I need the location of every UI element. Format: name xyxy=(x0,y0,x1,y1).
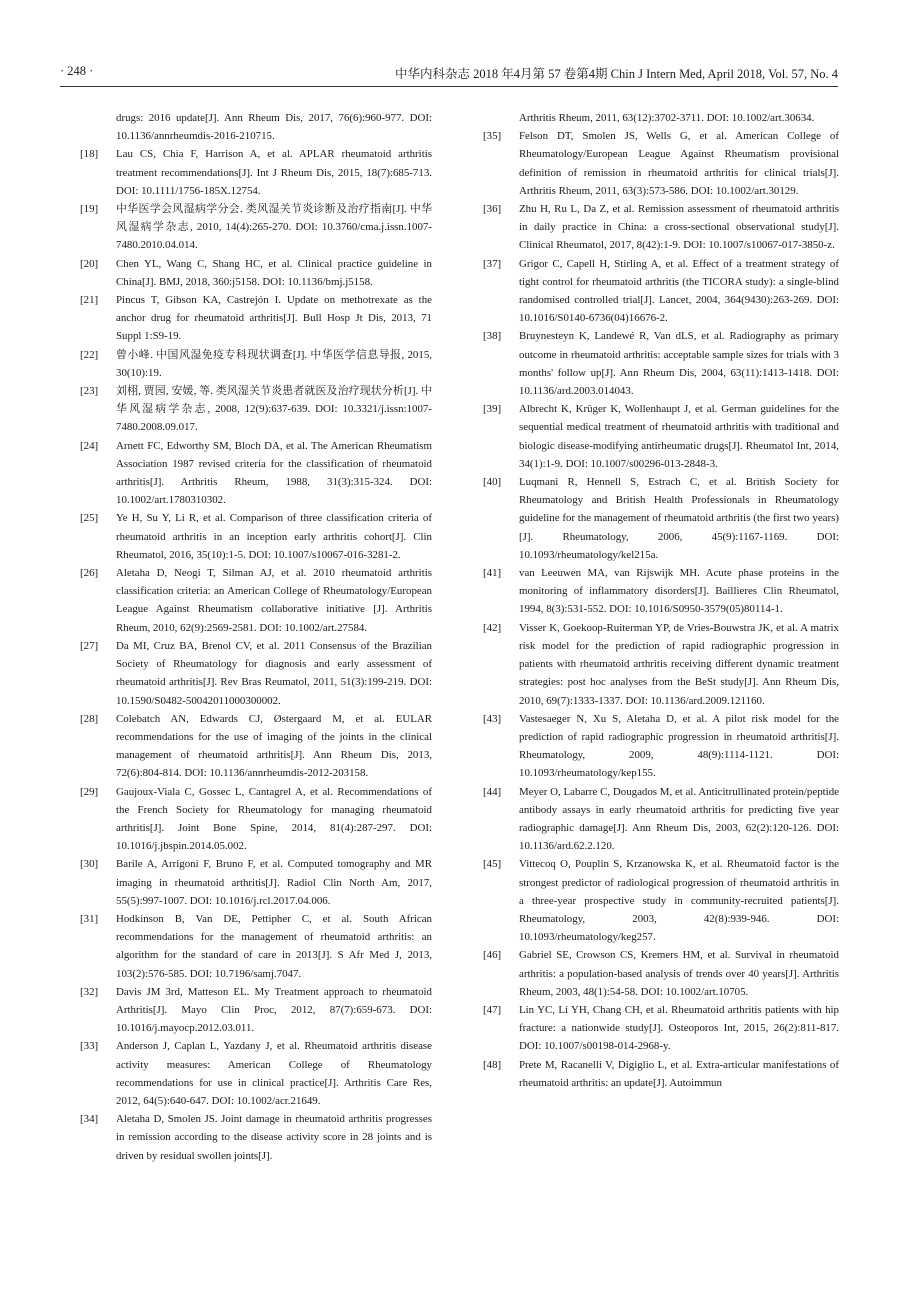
reference-number: [42] xyxy=(483,621,502,634)
reference-number: [21] xyxy=(80,294,99,307)
reference-entry xyxy=(80,200,432,255)
reference-entry xyxy=(80,783,432,856)
reference-entry xyxy=(80,109,432,145)
reference-number: [45] xyxy=(483,858,502,871)
reference-entry xyxy=(80,437,432,510)
reference-number: [41] xyxy=(483,567,502,580)
reference-entry xyxy=(483,946,839,1001)
reference-entry xyxy=(483,564,839,619)
reference-text: Vastesaeger N, Xu S, Aletaha D, et al. A pilot risk model for the prediction of rapid radiographic progression in rheumatoid arthritis[J]. Rheumatology, 2009, 48(9):1114-1121. DOI: 10.1093/rheumatology/kep155. xyxy=(519,712,839,780)
reference-number: [47] xyxy=(483,1003,502,1016)
reference-number: [34] xyxy=(80,1113,99,1126)
reference-text: Da MI, Cruz BA, Brenol CV, et al. 2011 Consensus of the Brazilian Society of Rheumatology for diagnosis and early assessment of rheumatoid arthritis[J]. Rev Bras Reumatol, 2011, 51(3):199-219. DOI: 10.1590/S0482-50042011000300002. xyxy=(116,639,432,707)
reference-entry xyxy=(80,983,432,1038)
reference-entry xyxy=(483,1056,839,1092)
reference-column-left xyxy=(80,109,432,1165)
reference-number: [46] xyxy=(483,949,502,962)
reference-text: 曾小峰. 中国风湿免疫专科现状调查[J]. 中华医学信息导报, 2015, 30(10):19. xyxy=(116,348,432,379)
reference-number: [35] xyxy=(483,130,502,143)
reference-text: Ye H, Su Y, Li R, et al. Comparison of three classification criteria of rheumatoid arthritis in an inception early arthritis cohort[J]. Clin Rheumatol, 2016, 35(10):1-5. DOI: 10.1007/s10067-016-3281-2. xyxy=(116,512,432,561)
reference-entry xyxy=(80,346,432,382)
reference-text: Albrecht K, Krüger K, Wollenhaupt J, et al. German guidelines for the sequential medical treatment of rheumatoid arthritis with traditional and biologic disease-modifying antirheumatic drugs[J]. Rheumatol Int, 2014, 34(1):1-9. DOI: 10.1007/s00296-013-2848-3. xyxy=(519,403,839,470)
reference-number: [19] xyxy=(80,203,99,216)
reference-text: Prete M, Racanelli V, Digiglio L, et al. Extra-articular manifestations of rheumatoid arthritis: an update[J]. Autoimmun xyxy=(519,1058,839,1089)
reference-text: Pincus T, Gibson KA, Castrejón I. Update on methotrexate as the anchor drug for rheumatoid arthritis[J]. Bull Hosp Jt Dis, 2013, 71 Suppl 1:S9-19. xyxy=(116,294,432,343)
reference-number: [30] xyxy=(80,858,99,871)
reference-entry xyxy=(80,1110,432,1165)
reference-entry xyxy=(80,710,432,783)
reference-column-right xyxy=(483,109,839,1092)
reference-entry xyxy=(483,473,839,564)
reference-entry xyxy=(483,200,839,255)
reference-number: [43] xyxy=(483,712,502,725)
reference-text: Chen YL, Wang C, Shang HC, et al. Clinical practice guideline in China[J]. BMJ, 2018, 360:j5158. DOI: 10.1136/bmj.j5158. xyxy=(116,257,432,288)
reference-entry xyxy=(483,400,839,473)
reference-number: [39] xyxy=(483,403,502,416)
reference-text: Anderson J, Caplan L, Yazdany J, et al. Rheumatoid arthritis disease activity measures: American College of Rheumatology recommendations for use in clinical practice[J]. Arthritis Care Res, 2012, 64(5):640-647. DOI: 10.1002/acr.21649. xyxy=(116,1040,432,1107)
reference-number: [40] xyxy=(483,476,502,489)
reference-text: Bruynesteyn K, Landewé R, Van dLS, et al. Radiography as primary outcome in rheumatoid arthritis: acceptable sample sizes for trials with 3 months' follow up[J]. Ann Rheum Dis, 2004, 63(11):1413-1418. DOI: 10.1136/ard.2003.014043. xyxy=(519,330,839,398)
reference-number: [20] xyxy=(80,257,99,270)
reference-text: Colebatch AN, Edwards CJ, Østergaard M, et al. EULAR recommendations for the use of imaging of the joints in the clinical management of rheumatoid arthritis[J]. Ann Rheum Dis, 2013, 72(6):804-814. DOI: 10.1136/annrheumdis-2012-203158. xyxy=(116,712,432,780)
reference-number: [24] xyxy=(80,439,99,452)
reference-entry xyxy=(483,1001,839,1056)
reference-text: Lau CS, Chia F, Harrison A, et al. APLAR rheumatoid arthritis treatment recommendations[J]. Int J Rheum Dis, 2015, 18(7):685-713. DOI: 10.1111/1756-185X.12754. xyxy=(116,148,432,197)
reference-text: Hodkinson B, Van DE, Pettipher C, et al. South African recommendations for the management of rheumatoid arthritis: an algorithm for the standard of care in 2013[J]. S Afr Med J, 2013, 103(2):576-585. DOI: 10.7196/samj.7047. xyxy=(116,912,432,980)
reference-text: Aletaha D, Smolen JS. Joint damage in rheumatoid arthritis progresses in remission according to the disease activity score in 28 joints and is driven by residual swollen joints[J]. xyxy=(116,1113,432,1162)
reference-text: Aletaha D, Neogi T, Silman AJ, et al. 2010 rheumatoid arthritis classification criteria: an American College of Rheumatology/European League Against Rheumatism collaborative initiative [J]. Arthritis Rheum, 2010, 62(9):2569-2581. DOI: 10.1002/art.27584. xyxy=(116,567,432,634)
reference-text: Arnett FC, Edworthy SM, Bloch DA, et al. The American Rheumatism Association 1987 revised criteria for the classification of rheumatoid arthritis[J]. Arthritis Rheum, 1988, 31(3):315-324. DOI: 10.1002/art.1780310302. xyxy=(116,439,432,507)
reference-number: [27] xyxy=(80,639,99,652)
reference-number: [26] xyxy=(80,567,99,580)
reference-number: [33] xyxy=(80,1040,99,1053)
reference-entry xyxy=(80,855,432,910)
reference-text: Zhu H, Ru L, Da Z, et al. Remission assessment of rheumatoid arthritis in daily practice in China: a cross-sectional observational study[J]. Clinical Rheumatol, 2017, 8(42):1-9. DOI: 10.1007/s10067-017-3850-z. xyxy=(519,203,839,252)
reference-entry xyxy=(483,619,839,710)
reference-text: Gabriel SE, Crowson CS, Kremers HM, et al. Survival in rheumatoid arthritis: a population-based analysis of trends over 40 years[J]. Arthritis Rheum, 2003, 48(1):54-58. DOI: 10.1002/art.10705. xyxy=(519,949,839,998)
reference-text: Luqmani R, Hennell S, Estrach C, et al. British Society for Rheumatology and British Health Professionals in Rheumatology guideline for the management of rheumatoid arthritis (the first two years)[J]. Rheumatology, 2006, 45(9):1167-1169. DOI: 10.1093/rheumatology/kel215a. xyxy=(519,476,839,561)
reference-number: [32] xyxy=(80,985,99,998)
reference-number: [22] xyxy=(80,348,99,361)
reference-entry xyxy=(483,855,839,946)
reference-entry xyxy=(483,127,839,200)
reference-entry xyxy=(483,783,839,856)
reference-text: Visser K, Goekoop-Ruiterman YP, de Vries-Bouwstra JK, et al. A matrix risk model for the prediction of rapid radiographic progression in patients with rheumatoid arthritis receiving different dynamic treatment strategies: post hoc analyses from the BeSt study[J]. Ann Rheum Dis, 2010, 69(7):1333-1337. DOI: 10.1136/ard.2009.121160. xyxy=(519,621,839,707)
reference-entry xyxy=(80,382,432,437)
reference-number: [48] xyxy=(483,1058,502,1071)
page-header xyxy=(60,64,838,87)
reference-entry xyxy=(80,1037,432,1110)
reference-text: Lin YC, Li YH, Chang CH, et al. Rheumatoid arthritis patients with hip fracture: a nationwide study[J]. Osteoporos Int, 2015, 26(2):811-817. DOI: 10.1007/s00198-014-2968-y. xyxy=(519,1003,839,1053)
journal-citation: 中华内科杂志 2018 年4月第 57 卷第4期 Chin J Intern Med, April 2018, Vol. 57, No. 4 xyxy=(395,67,838,81)
reference-number: [36] xyxy=(483,203,502,216)
reference-text: Arthritis Rheum, 2011, 63(12):3702-3711. DOI: 10.1002/art.30634. xyxy=(519,112,815,124)
page-number: · 248 · xyxy=(60,64,94,78)
reference-text: Felson DT, Smolen JS, Wells G, et al. American College of Rheumatology/European League Against Rheumatism provisional definition of remission in rheumatoid arthritis for clinical trials[J]. Arthritis Rheum, 2011, 63(3):573-586. DOI: 10.1002/art.30129. xyxy=(519,130,839,197)
reference-text: Vittecoq O, Pouplin S, Krzanowska K, et al. Rheumatoid factor is the strongest predictor of radiological progression of rheumatoid arthritis in a three-year prospective study in community-recruited patients[J]. Rheumatology, 2003, 42(8):939-946. DOI: 10.1093/rheumatology/keg257. xyxy=(519,858,839,944)
reference-entry xyxy=(483,710,839,783)
reference-entry xyxy=(483,327,839,400)
reference-entry xyxy=(80,291,432,346)
reference-text: Meyer O, Labarre C, Dougados M, et al. Anticitrullinated protein/peptide antibody assays in early rheumatoid arthritis for predicting five year radiographic damage[J]. Ann Rheum Dis, 2003, 62(2):120-126. DOI: 10.1136/ard.62.2.120. xyxy=(519,785,839,853)
reference-number: [29] xyxy=(80,785,99,798)
reference-text: drugs: 2016 update[J]. Ann Rheum Dis, 2017, 76(6):960-977. DOI: 10.1136/annrheumdis-2016-210715. xyxy=(116,112,432,143)
reference-text: 刘栩, 贾园, 安媛, 等. 类风湿关节炎患者就医及治疗现状分析[J]. 中华风湿病学杂志, 2008, 12(9):637-639. DOI: 10.3321/j.issn:1007-7480.2008.09.017. xyxy=(116,385,432,434)
reference-number: [37] xyxy=(483,257,502,270)
reference-entry xyxy=(483,109,839,127)
reference-entry xyxy=(80,564,432,637)
reference-entry xyxy=(80,910,432,983)
reference-entry xyxy=(80,145,432,200)
reference-number: [31] xyxy=(80,912,99,925)
reference-text: Grigor C, Capell H, Stirling A, et al. Effect of a treatment strategy of tight control for rheumatoid arthritis (the TICORA study): a single-blind randomised controlled trial[J]. Lancet, 2004, 364(9430):263-269. DOI: 10.1016/S0140-6736(04)16676-2. xyxy=(519,257,839,325)
reference-text: Gaujoux-Viala C, Gossec L, Cantagrel A, et al. Recommendations of the French Society for Rheumatology for managing rheumatoid arthritis[J]. Joint Bone Spine, 2014, 81(4):287-297. DOI: 10.1016/j.jbspin.2014.05.002. xyxy=(116,785,432,853)
reference-entry xyxy=(483,255,839,328)
reference-number: [28] xyxy=(80,712,99,725)
reference-text: 中华医学会风湿病学分会. 类风湿关节炎诊断及治疗指南[J]. 中华风湿病学杂志, 2010, 14(4):265-270. DOI: 10.3760/cma.j.issn.1007-7480.2010.04.014. xyxy=(116,203,432,252)
reference-entry xyxy=(80,255,432,291)
reference-entry xyxy=(80,637,432,710)
reference-number: [38] xyxy=(483,330,502,343)
reference-entry xyxy=(80,509,432,564)
reference-number: [18] xyxy=(80,148,99,161)
reference-number: [23] xyxy=(80,385,99,398)
reference-text: van Leeuwen MA, van Rijswijk MH. Acute phase proteins in the monitoring of inflammatory disorders[J]. Baillieres Clin Rheumatol, 1994, 8(3):531-552. DOI: 10.1016/S0950-3579(05)80114-1. xyxy=(519,567,839,616)
reference-number: [25] xyxy=(80,512,99,525)
reference-text: Barile A, Arrigoni F, Bruno F, et al. Computed tomography and MR imaging in rheumatoid arthritis[J]. Radiol Clin North Am, 2017, 55(5):997-1007. DOI: 10.1016/j.rcl.2017.04.006. xyxy=(116,858,432,907)
reference-number: [44] xyxy=(483,785,502,798)
reference-text: Davis JM 3rd, Matteson EL. My Treatment approach to rheumatoid Arthritis[J]. Mayo Clin Proc, 2012, 87(7):659-673. DOI: 10.1016/j.mayocp.2012.03.011. xyxy=(116,985,432,1035)
